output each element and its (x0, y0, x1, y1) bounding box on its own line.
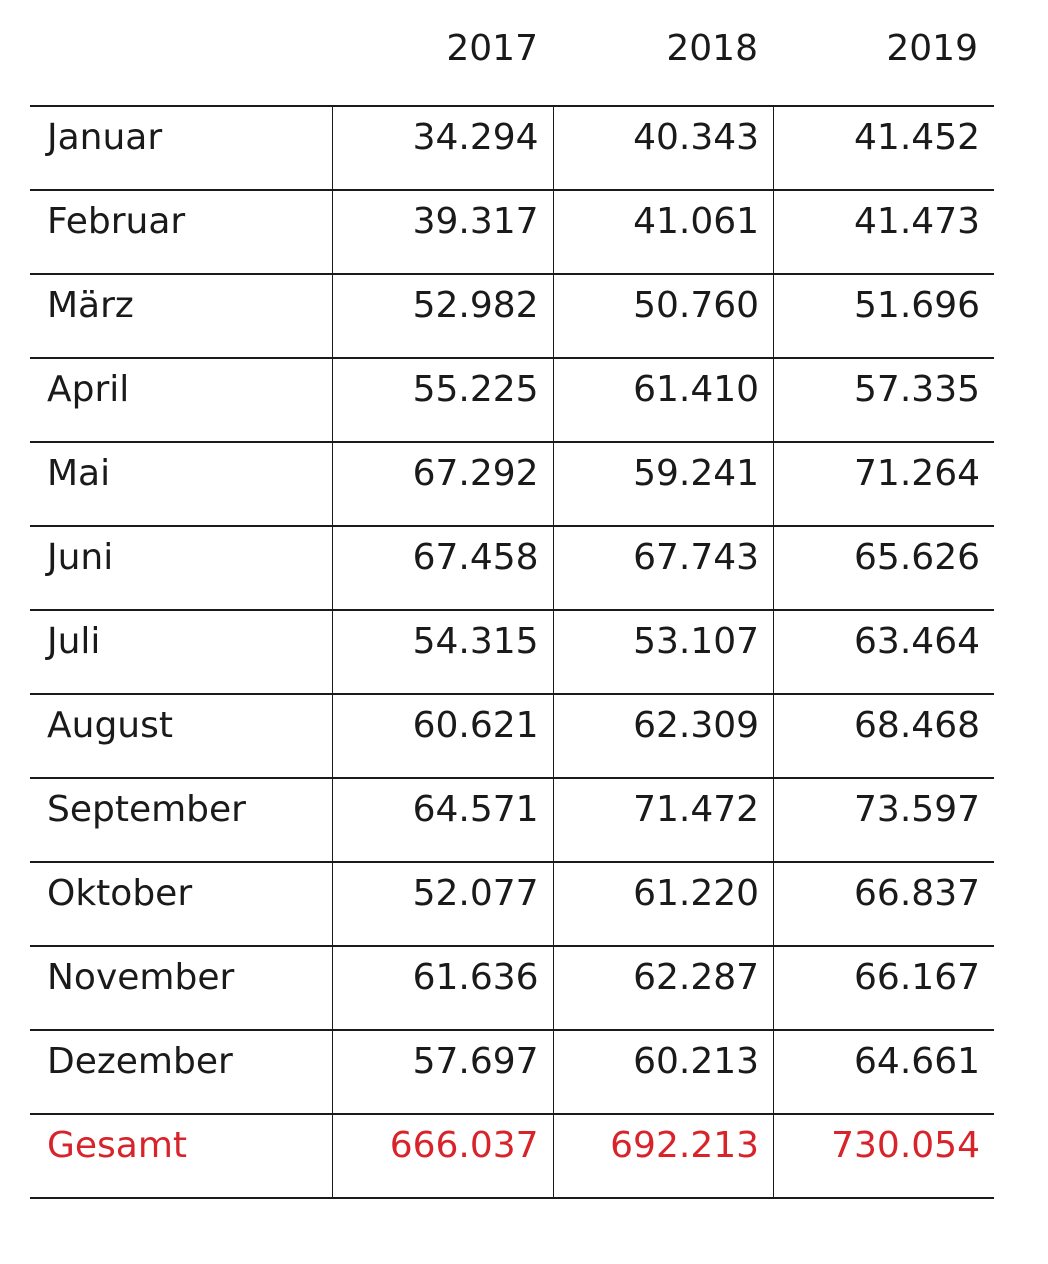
value-2018: 40.343 (553, 106, 773, 190)
value-2017: 52.077 (333, 862, 553, 946)
month-label: Januar (30, 106, 333, 190)
value-2019: 41.452 (774, 106, 994, 190)
month-label: Juni (30, 526, 333, 610)
value-2019: 73.597 (774, 778, 994, 862)
value-2019: 51.696 (774, 274, 994, 358)
value-2018: 59.241 (553, 442, 773, 526)
table-header (30, 0, 994, 106)
month-label: April (30, 358, 333, 442)
total-2018: 692.213 (553, 1114, 773, 1198)
value-2019: 65.626 (774, 526, 994, 610)
value-2017: 64.571 (333, 778, 553, 862)
total-2017: 666.037 (333, 1114, 553, 1198)
table-row (30, 694, 994, 778)
value-2017: 34.294 (333, 106, 553, 190)
month-label: Oktober (30, 862, 333, 946)
value-2019: 41.473 (774, 190, 994, 274)
month-label: September (30, 778, 333, 862)
value-2018: 53.107 (553, 610, 773, 694)
column-header-2017: 2017 (446, 28, 538, 69)
value-2018: 41.061 (553, 190, 773, 274)
value-2017: 57.697 (333, 1030, 553, 1114)
table-row (30, 190, 994, 274)
table-row (30, 1030, 994, 1114)
total-2019: 730.054 (774, 1114, 994, 1198)
month-label: August (30, 694, 333, 778)
value-2018: 60.213 (553, 1030, 773, 1114)
month-label: Juli (30, 610, 333, 694)
month-label: Dezember (30, 1030, 333, 1114)
value-2019: 64.661 (774, 1030, 994, 1114)
column-header-2019: 2019 (886, 28, 978, 69)
value-2018: 71.472 (553, 778, 773, 862)
table-row (30, 358, 994, 442)
table-row (30, 778, 994, 862)
value-2019: 66.837 (774, 862, 994, 946)
table-row (30, 274, 994, 358)
month-label: November (30, 946, 333, 1030)
month-label: Mai (30, 442, 333, 526)
value-2017: 67.292 (333, 442, 553, 526)
table-row (30, 106, 994, 190)
table-row (30, 442, 994, 526)
month-label: März (30, 274, 333, 358)
total-row (30, 1114, 994, 1198)
value-2017: 61.636 (333, 946, 553, 1030)
value-2018: 62.309 (553, 694, 773, 778)
value-2017: 39.317 (333, 190, 553, 274)
table-row (30, 946, 994, 1030)
value-2018: 62.287 (553, 946, 773, 1030)
value-2018: 67.743 (553, 526, 773, 610)
monthly-data-table (30, 105, 994, 1199)
value-2019: 57.335 (774, 358, 994, 442)
value-2018: 61.410 (553, 358, 773, 442)
value-2017: 55.225 (333, 358, 553, 442)
table-row (30, 862, 994, 946)
column-header-2018: 2018 (666, 28, 758, 69)
value-2018: 61.220 (553, 862, 773, 946)
value-2017: 60.621 (333, 694, 553, 778)
value-2019: 63.464 (774, 610, 994, 694)
value-2019: 71.264 (774, 442, 994, 526)
value-2018: 50.760 (553, 274, 773, 358)
total-label: Gesamt (30, 1114, 333, 1198)
table-row (30, 610, 994, 694)
value-2019: 66.167 (774, 946, 994, 1030)
month-label: Februar (30, 190, 333, 274)
value-2017: 67.458 (333, 526, 553, 610)
table-row (30, 526, 994, 610)
value-2017: 54.315 (333, 610, 553, 694)
value-2019: 68.468 (774, 694, 994, 778)
value-2017: 52.982 (333, 274, 553, 358)
